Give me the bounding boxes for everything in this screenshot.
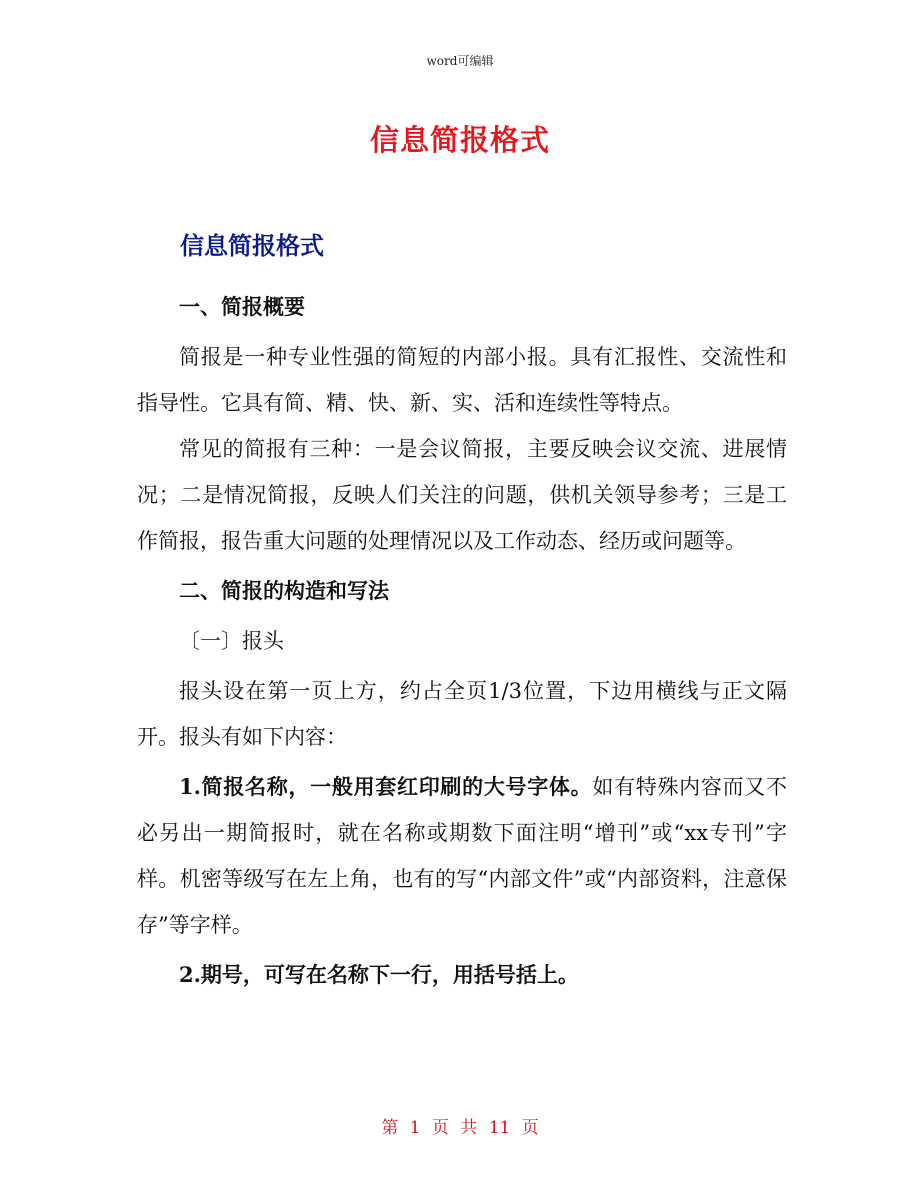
document-body xyxy=(137,284,787,1002)
section-1-heading: 一、简报概要 xyxy=(179,294,305,319)
list-item-1-bold: 1.简报名称，一般用套红印刷的大号字体。 xyxy=(179,774,593,799)
list-item-2: 2.期号，可写在名称下一行，用括号括上。 xyxy=(179,962,579,987)
section-1-paragraph-1: 简报是一种专业性强的简短的内部小报。具有汇报性、交流性和指导性。它具有简、精、快、新、实、活和连续性等特点。 xyxy=(137,345,787,415)
list-item-1-text: 如有特殊内容而又不必另出一期简报时，就在名称或期数下面注明“增刊”或“xx专刊”字样。机密等级写在左上角，也有的写“内部文件”或“内部资料，注意保存”等字样。 xyxy=(137,775,788,937)
header-note: word可编辑 xyxy=(426,54,494,68)
list-item-1 xyxy=(137,764,787,948)
section-2-heading: 二、简报的构造和写法 xyxy=(179,578,389,603)
document-title: 信息简报格式 xyxy=(369,123,550,157)
section-2-paragraph-1: 报头设在第一页上方，约占全页1/3位置，下边用横线与正文隔开。报头有如下内容： xyxy=(137,679,787,749)
page-footer: 第 1 页 共 11 页 xyxy=(381,1118,539,1138)
subsection-1-heading: 〔一〕报头 xyxy=(179,629,284,653)
section-1-paragraph-2: 常见的简报有三种：一是会议简报，主要反映会议交流、进展情况；二是情况简报，反映人们关注的问题，供机关领导参考；三是工作简报，报告重大问题的处理情况以及工作动态、经历或问题等。 xyxy=(137,437,787,553)
document-subtitle: 信息简报格式 xyxy=(180,232,324,260)
